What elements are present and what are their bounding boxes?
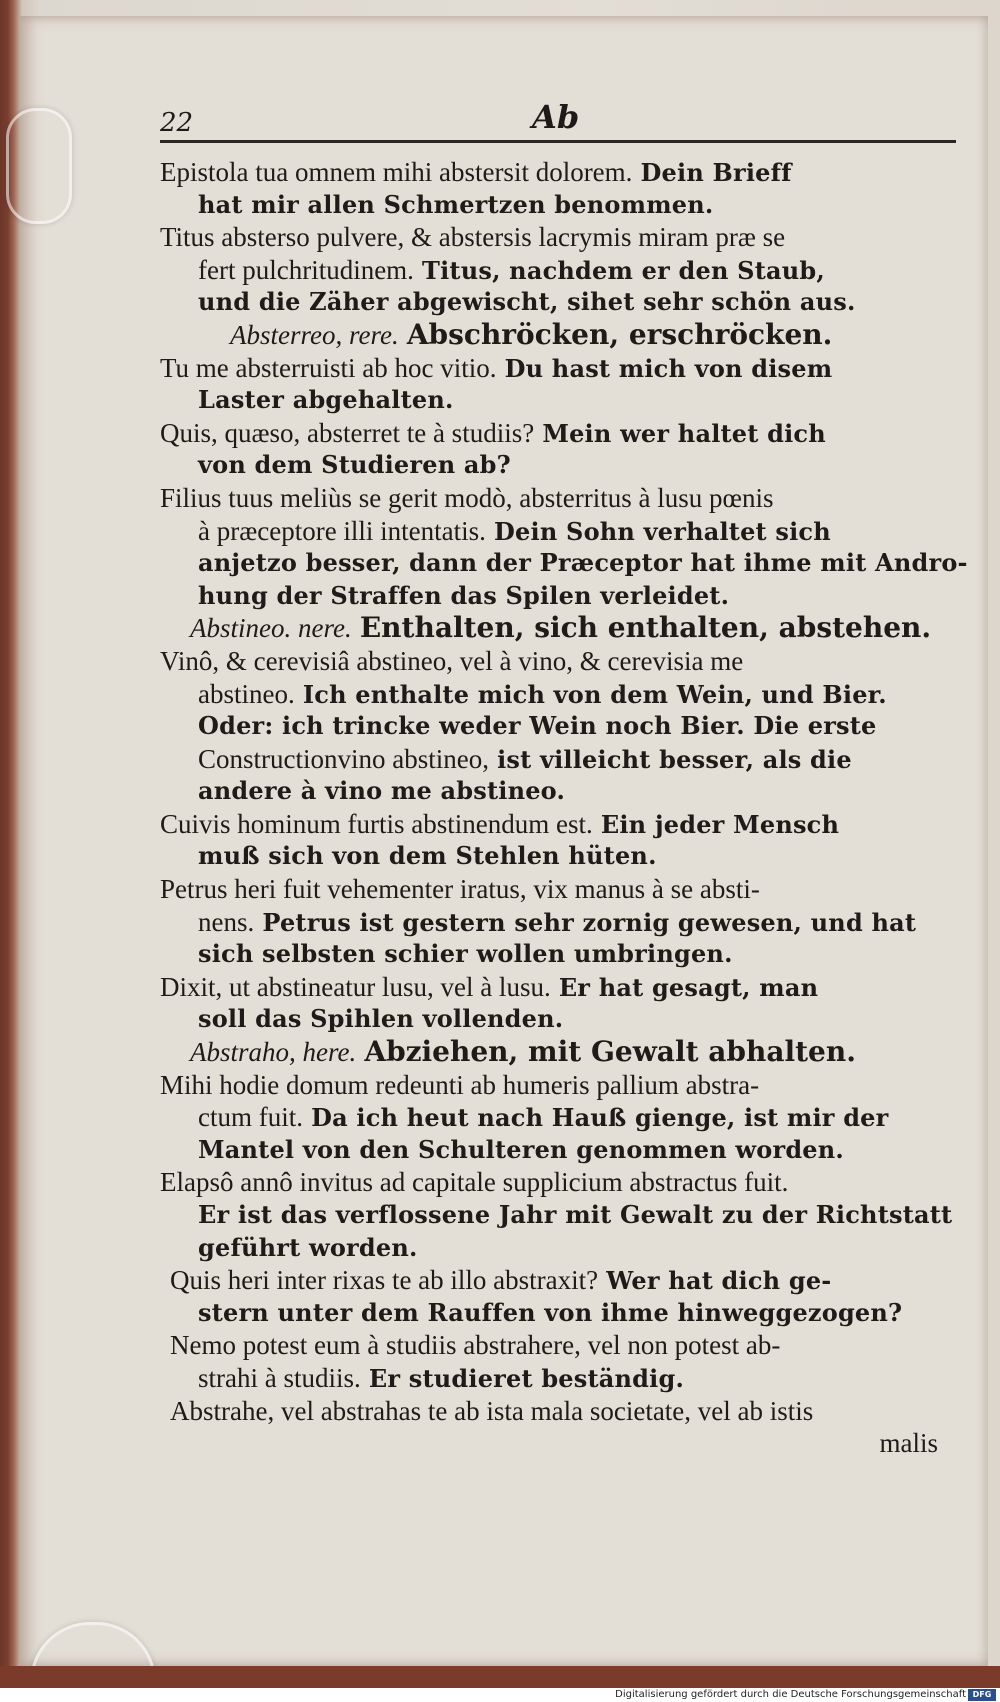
headword-german: Abziehen, mit Gewalt abhalten. <box>364 1035 856 1069</box>
latin-text: Abstrahe, vel abstrahas te ab ista mala societate, vel ab istis <box>170 1395 814 1426</box>
text-line <box>160 1069 966 1102</box>
latin-text: Cuivis hominum furtis abstinendum est. <box>160 808 593 839</box>
text-line <box>160 906 966 939</box>
text-line <box>160 743 966 776</box>
text-line <box>160 1297 966 1330</box>
latin-text: Petrus heri fuit vehementer iratus, vix manus à se absti- <box>160 874 760 905</box>
latin-text: ctum fuit. <box>198 1102 303 1133</box>
german-text: Dein Brieff <box>640 158 792 187</box>
text-line <box>160 482 966 515</box>
latin-text: Mihi hodie domum redeunti ab humeris pallium abstra- <box>160 1069 760 1100</box>
text-line <box>160 1232 966 1265</box>
latin-text: Titus absterso pulvere, & abstersis lacrymis miram præ se <box>160 222 786 253</box>
header-rule <box>160 140 956 143</box>
german-text: Titus, nachdem er den Staub, <box>422 255 825 285</box>
text-line <box>160 1427 966 1460</box>
latin-text: Tu me absterruisti ab hoc vitio. <box>160 352 497 383</box>
german-text: Dein Sohn verhaltet sich <box>494 516 831 546</box>
text-line <box>160 1134 966 1167</box>
text-line <box>160 221 966 254</box>
text-line <box>160 580 966 613</box>
text-line <box>160 156 966 189</box>
headword-latin: Abstineo. nere. <box>190 613 352 644</box>
german-text: muß sich von dem Stehlen hüten. <box>198 841 657 871</box>
latin-text: Constructionvino abstineo, <box>198 743 489 774</box>
scan-bottom-edge <box>0 1666 1000 1688</box>
text-line <box>160 319 966 352</box>
german-text: hat mir allen Schmertzen benommen. <box>198 189 714 219</box>
text-line <box>160 1003 966 1036</box>
text-line <box>160 515 966 548</box>
latin-text: Quis, quæso, absterret te à studiis? <box>160 417 535 448</box>
footer-credit: Digitalisierung gefördert durch die Deutsche Forschungsgemeinschaft <box>615 1689 966 1700</box>
german-text: Er studieret beständig. <box>368 1363 685 1393</box>
text-line <box>160 971 966 1004</box>
german-text: andere à vino me abstineo. <box>198 776 566 806</box>
latin-text: Filius tuus meliùs se gerit modò, absterritus à lusu pœnis <box>160 482 774 513</box>
text-line <box>160 547 966 580</box>
headword-german: Enthalten, sich enthalten, abstehen. <box>359 611 932 645</box>
latin-text: malis <box>879 1428 938 1459</box>
text-line <box>160 286 966 319</box>
headword-latin: Absterreo, rere. <box>230 319 399 350</box>
text-line <box>160 938 966 971</box>
german-text: soll das Spihlen vollenden. <box>198 1004 564 1034</box>
text-line <box>160 417 966 450</box>
german-text: Mein wer haltet dich <box>542 418 826 448</box>
text-line <box>160 710 966 743</box>
text-line <box>160 254 966 287</box>
text-line <box>160 1199 966 1232</box>
german-text: sich selbsten schier wollen umbringen. <box>198 939 733 969</box>
german-text: ist villeicht besser, als die <box>497 744 852 774</box>
text-line <box>160 1329 966 1362</box>
latin-text: Nemo potest eum à studiis abstrahere, vel non potest ab- <box>170 1330 781 1361</box>
text-line <box>160 678 966 711</box>
latin-text: strahi à studiis. <box>198 1362 361 1393</box>
running-title: Ab <box>532 98 580 136</box>
headword-latin: Abstraho, here. <box>190 1037 357 1068</box>
page-number: 22 <box>160 108 194 138</box>
running-head <box>160 96 956 142</box>
text-line <box>160 352 966 385</box>
german-text: Laster abgehalten. <box>198 385 454 415</box>
text-line <box>160 1264 966 1297</box>
latin-text: Elapsô annô invitus ad capitale supplicium abstractus fuit. <box>160 1167 789 1198</box>
german-text: Du hast mich von disem <box>504 353 833 383</box>
text-line <box>160 645 966 678</box>
german-text: anjetzo besser, dann der Præceptor hat ihme mit Andro- <box>198 548 968 578</box>
latin-text: à præceptore illi intentatis. <box>198 515 486 546</box>
german-text: Da ich heut nach Hauß gienge, ist mir der <box>311 1103 889 1133</box>
text-line <box>160 808 966 841</box>
german-text: Ein jeder Mensch <box>600 809 840 839</box>
german-text: Petrus ist gestern sehr zornig gewesen, und hat <box>262 907 917 937</box>
german-text: hung der Straffen das Spilen verleidet. <box>198 580 730 610</box>
latin-text: fert pulchritudinem. <box>198 254 414 285</box>
latin-text: nens. <box>198 906 255 937</box>
latin-text: Vinô, & cerevisiâ abstineo, vel à vino, & cerevisia me <box>160 645 744 676</box>
german-text: Ich enthalte mich von dem Wein, und Bier. <box>302 679 887 709</box>
text-line <box>160 449 966 482</box>
text-line <box>160 1101 966 1134</box>
text-line <box>160 189 966 222</box>
german-text: und die Zäher abgewischt, sihet sehr schön aus. <box>198 287 856 317</box>
dfg-logo: DFG <box>968 1689 996 1701</box>
latin-text: Epistola tua omnem mihi abstersit dolorem. <box>160 157 633 187</box>
headword-german: Abschröcken, erschröcken. <box>406 317 833 351</box>
german-text: stern unter dem Rauffen von ihme hinweggezogen? <box>198 1297 903 1327</box>
german-text: Er hat gesagt, man <box>558 972 819 1002</box>
text-line <box>160 1362 966 1395</box>
german-text: Er ist das verflossene Jahr mit Gewalt zu der Richtstatt <box>198 1200 953 1229</box>
german-text: Oder: ich trincke weder Wein noch Bier. Die erste <box>198 711 877 741</box>
text-line <box>160 840 966 873</box>
german-text: geführt worden. <box>198 1232 418 1262</box>
latin-text: Quis heri inter rixas te ab illo abstraxit? <box>170 1265 599 1296</box>
german-text: Mantel von den Schulteren genommen worden. <box>198 1134 844 1164</box>
text-line <box>160 1036 966 1069</box>
latin-text: Dixit, ut abstineatur lusu, vel à lusu. <box>160 971 551 1002</box>
text-line <box>160 612 966 645</box>
german-text: Wer hat dich ge- <box>606 1266 832 1296</box>
clip-ring-top <box>6 108 72 224</box>
text-line <box>160 384 966 417</box>
text-line <box>160 775 966 808</box>
latin-text: abstineo. <box>198 678 295 709</box>
dictionary-text <box>160 156 966 1460</box>
text-line <box>160 873 966 906</box>
text-line <box>160 1395 966 1428</box>
german-text: von dem Studieren ab? <box>198 450 511 480</box>
text-line <box>160 1166 966 1199</box>
